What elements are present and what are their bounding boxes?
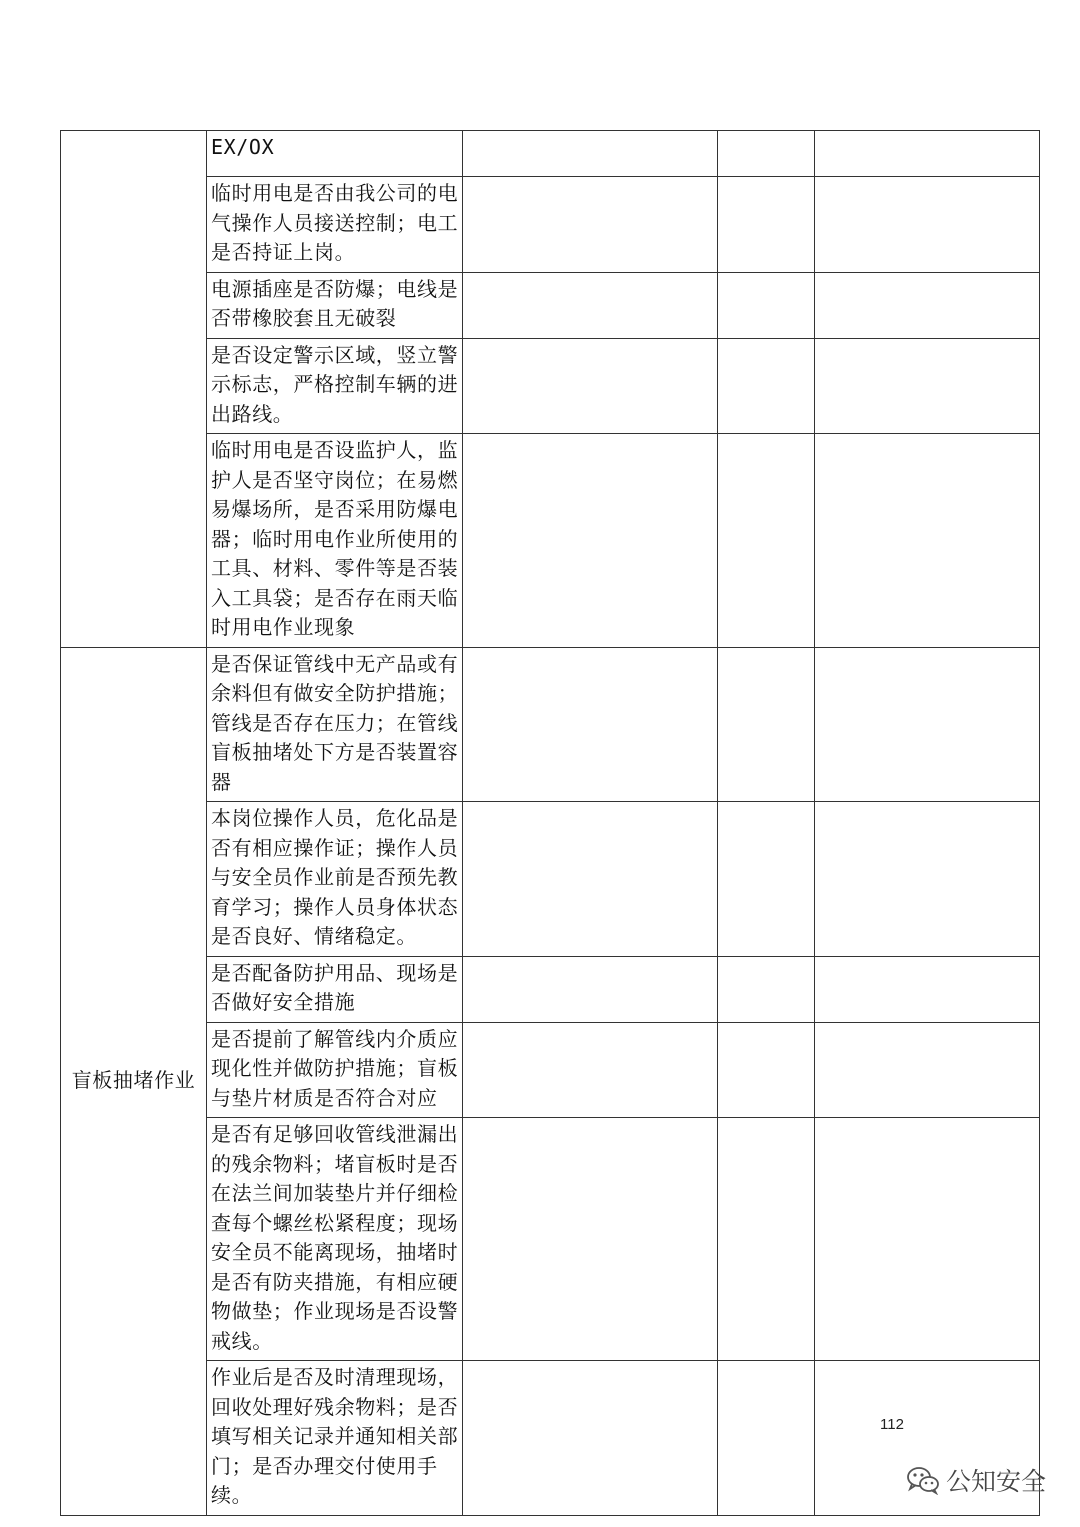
check-item-cell: 是否保证管线中无产品或有余料但有做安全防护措施；管线是否存在压力；在管线盲板抽堵处下方是否装置容器 xyxy=(207,647,463,802)
watermark-text: 公知安全 xyxy=(946,1467,1047,1496)
remarks-cell xyxy=(815,647,1040,802)
blank-cell xyxy=(718,272,815,338)
remarks-cell xyxy=(815,1022,1040,1118)
table-row xyxy=(61,647,1040,802)
blank-cell xyxy=(718,802,815,957)
remarks-cell xyxy=(815,338,1040,434)
remarks-cell xyxy=(815,177,1040,273)
result-cell xyxy=(463,177,718,273)
result-cell xyxy=(463,434,718,648)
result-cell xyxy=(463,272,718,338)
remarks-cell xyxy=(815,802,1040,957)
blank-cell xyxy=(718,1361,815,1516)
blank-cell xyxy=(718,131,815,177)
check-item-cell: 本岗位操作人员，危化品是否有相应操作证；操作人员与安全员作业前是否预先教育学习；操作人员身体状态是否良好、情绪稳定。 xyxy=(207,802,463,957)
result-cell xyxy=(463,1118,718,1361)
table-row xyxy=(61,434,1040,648)
table-row xyxy=(61,1118,1040,1361)
blank-cell xyxy=(718,434,815,648)
inspection-checklist-table xyxy=(60,130,1040,1516)
table-row xyxy=(61,131,1040,177)
blank-cell xyxy=(718,647,815,802)
check-item-cell: 是否有足够回收管线泄漏出的残余物料；堵盲板时是否在法兰间加装垫片并仔细检查每个螺丝松紧程度；现场安全员不能离现场，抽堵时是否有防夹措施，有相应硬物做垫；作业现场是否设警戒线。 xyxy=(207,1118,463,1361)
blank-cell xyxy=(718,338,815,434)
result-cell xyxy=(463,956,718,1022)
result-cell xyxy=(463,802,718,957)
table-row xyxy=(61,272,1040,338)
watermark xyxy=(906,1462,1046,1498)
check-item-cell: 电源插座是否防爆；电线是否带橡胶套且无破裂 xyxy=(207,272,463,338)
result-cell xyxy=(463,131,718,177)
check-item-cell: EX/OX xyxy=(207,131,463,177)
category-cell xyxy=(61,131,207,648)
result-cell xyxy=(463,647,718,802)
blank-cell xyxy=(718,177,815,273)
result-cell xyxy=(463,338,718,434)
wechat-icon xyxy=(906,1465,940,1495)
blank-cell xyxy=(718,1118,815,1361)
table-row xyxy=(61,1361,1040,1516)
result-cell xyxy=(463,1361,718,1516)
table-row xyxy=(61,956,1040,1022)
remarks-cell xyxy=(815,131,1040,177)
blank-cell xyxy=(718,1022,815,1118)
check-item-cell: 作业后是否及时清理现场，回收处理好残余物料；是否填写相关记录并通知相关部门；是否办理交付使用手续。 xyxy=(207,1361,463,1516)
blank-cell xyxy=(718,956,815,1022)
remarks-cell xyxy=(815,1118,1040,1361)
table-row xyxy=(61,177,1040,273)
category-cell-blind-plate: 盲板抽堵作业 xyxy=(61,647,207,1515)
check-item-cell: 是否配备防护用品、现场是否做好安全措施 xyxy=(207,956,463,1022)
remarks-cell xyxy=(815,272,1040,338)
check-item-cell: 是否设定警示区域，竖立警示标志，严格控制车辆的进出路线。 xyxy=(207,338,463,434)
check-item-cell: 是否提前了解管线内介质应现化性并做防护措施；盲板与垫片材质是否符合对应 xyxy=(207,1022,463,1118)
table-row xyxy=(61,802,1040,957)
result-cell xyxy=(463,1022,718,1118)
remarks-cell xyxy=(815,434,1040,648)
table-row xyxy=(61,338,1040,434)
check-item-cell: 临时用电是否设监护人，监护人是否坚守岗位；在易燃易爆场所，是否采用防爆电器；临时用电作业所使用的工具、材料、零件等是否装入工具袋；是否存在雨天临时用电作业现象 xyxy=(207,434,463,648)
check-item-cell: 临时用电是否由我公司的电气操作人员接送控制；电工是否持证上岗。 xyxy=(207,177,463,273)
remarks-cell xyxy=(815,956,1040,1022)
table-row xyxy=(61,1022,1040,1118)
page-number: 112 xyxy=(880,1416,904,1433)
